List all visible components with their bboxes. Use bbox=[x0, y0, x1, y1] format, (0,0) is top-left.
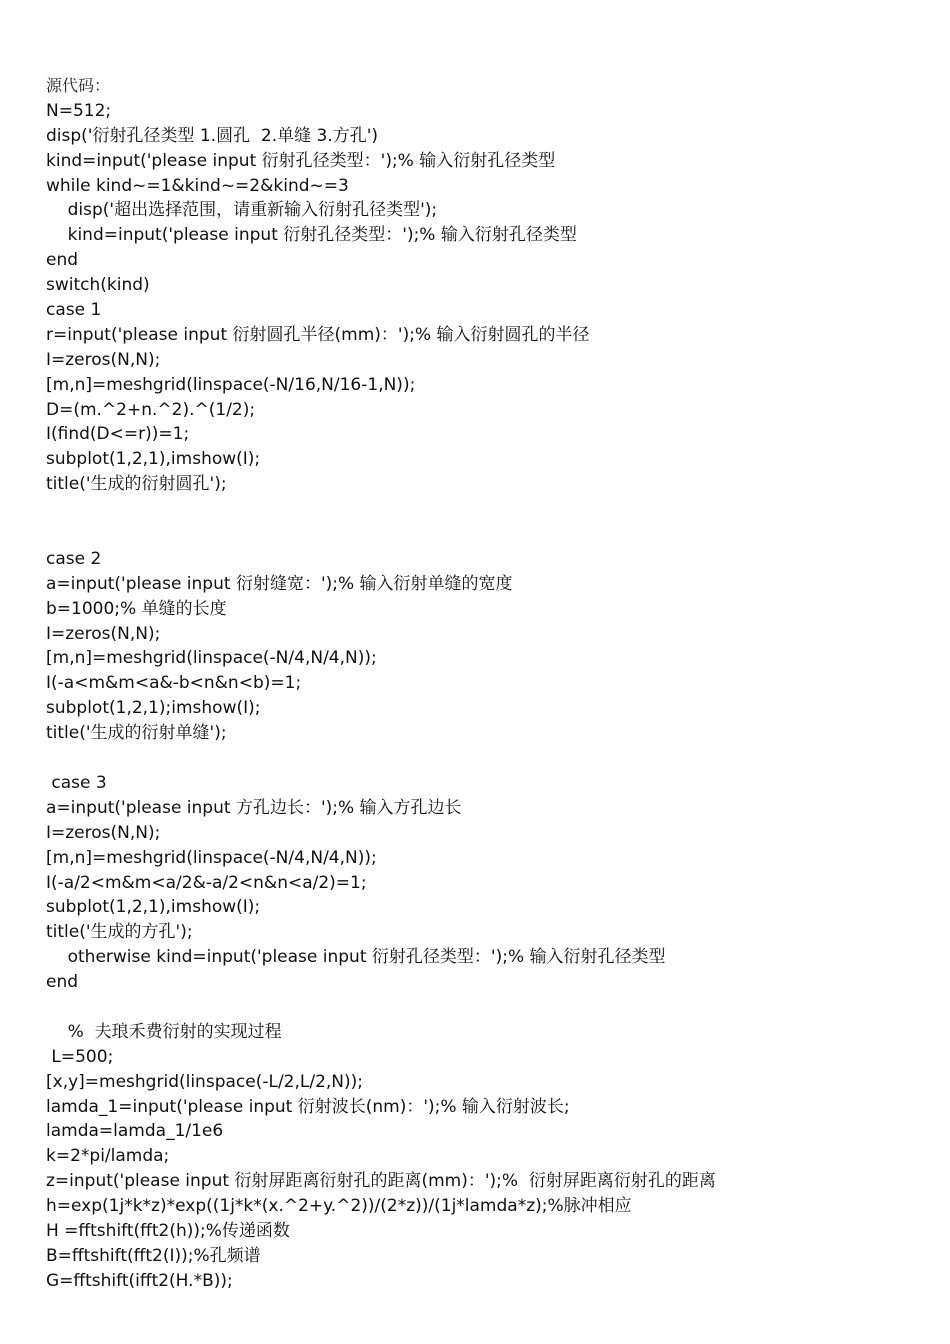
code-line: L=500; bbox=[46, 1046, 114, 1067]
source-code-block bbox=[46, 74, 926, 1294]
code-line: [m,n]=meshgrid(linspace(-N/16,N/16-1,N)); bbox=[46, 374, 416, 395]
code-line: k=2*pi/lamda; bbox=[46, 1146, 170, 1167]
code-line bbox=[46, 746, 926, 771]
code-line: [x,y]=meshgrid(linspace(-L/2,L/2,N)); bbox=[46, 1071, 364, 1092]
code-line: I(find(D<=r))=1; bbox=[46, 424, 190, 445]
code-line: I(-a<m&m<a&-b<n&n<b)=1; bbox=[46, 673, 302, 694]
code-line: otherwise kind=input('please input 衍射孔径类型：');% 输入衍射孔径类型 bbox=[46, 947, 666, 968]
code-line: a=input('please input 方孔边长：');% 输入方孔边长 bbox=[46, 797, 462, 818]
code-line: r=input('please input 衍射圆孔半径(mm)：');% 输入衍射圆孔的半径 bbox=[46, 324, 590, 345]
code-line: h=exp(1j*k*z)*exp((1j*k*(x.^2+y.^2))/(2*z))/(1j*lamda*z);%脉冲相应 bbox=[46, 1196, 632, 1217]
code-line: I(-a/2<m&m<a/2&-a/2<n&n<a/2)=1; bbox=[46, 872, 367, 893]
code-line: [m,n]=meshgrid(linspace(-N/4,N/4,N)); bbox=[46, 847, 377, 868]
code-line: a=input('please input 衍射缝宽：');% 输入衍射单缝的宽度 bbox=[46, 573, 513, 594]
code-line: z=input('please input 衍射屏距离衍射孔的距离(mm)：');% 衍射屏距离衍射孔的距离 bbox=[46, 1171, 716, 1192]
code-line: title('生成的衍射单缝'); bbox=[46, 723, 227, 744]
code-line: title('生成的衍射圆孔'); bbox=[46, 474, 227, 495]
code-line: subplot(1,2,1);imshow(I); bbox=[46, 698, 261, 719]
code-line: I=zeros(N,N); bbox=[46, 349, 161, 370]
code-line: N=512; bbox=[46, 100, 112, 121]
code-line: I=zeros(N,N); bbox=[46, 822, 161, 843]
source-code-heading: 源代码： bbox=[46, 76, 111, 95]
code-line: case 1 bbox=[46, 300, 102, 321]
code-line: case 2 bbox=[46, 548, 102, 569]
code-line: switch(kind) bbox=[46, 275, 150, 296]
code-line: B=fftshift(fft2(I));%孔频谱 bbox=[46, 1245, 261, 1266]
code-line: subplot(1,2,1),imshow(I); bbox=[46, 449, 261, 470]
code-line bbox=[46, 995, 926, 1020]
code-line: lamda_1=input('please input 衍射波长(nm)：');% 输入衍射波长; bbox=[46, 1096, 570, 1117]
code-line: case 3 bbox=[46, 772, 107, 793]
code-line bbox=[46, 497, 926, 522]
code-line: end bbox=[46, 250, 79, 271]
code-line: I=zeros(N,N); bbox=[46, 623, 161, 644]
code-line: title('生成的方孔'); bbox=[46, 922, 193, 943]
code-line: [m,n]=meshgrid(linspace(-N/4,N/4,N)); bbox=[46, 648, 377, 669]
code-line: kind=input('please input 衍射孔径类型：');% 输入衍射孔径类型 bbox=[46, 150, 556, 171]
code-line: G=fftshift(ifft2(H.*B)); bbox=[46, 1270, 233, 1291]
code-line: kind=input('please input 衍射孔径类型：');% 输入衍射孔径类型 bbox=[46, 225, 577, 246]
code-line: % 夫琅禾费衍射的实现过程 bbox=[46, 1021, 282, 1042]
code-line: b=1000;% 单缝的长度 bbox=[46, 598, 227, 619]
code-line: disp('衍射孔径类型 1.圆孔 2.单缝 3.方孔') bbox=[46, 125, 379, 146]
code-line: H =fftshift(fft2(h));%传递函数 bbox=[46, 1220, 290, 1241]
code-line: end bbox=[46, 972, 79, 993]
code-line: D=(m.^2+n.^2).^(1/2); bbox=[46, 399, 256, 420]
code-line: while kind~=1&kind~=2&kind~=3 bbox=[46, 175, 349, 196]
code-line: subplot(1,2,1),imshow(I); bbox=[46, 897, 261, 918]
code-line: lamda=lamda_1/1e6 bbox=[46, 1121, 224, 1142]
code-line: disp('超出选择范围，请重新输入衍射孔径类型'); bbox=[46, 200, 438, 221]
code-line bbox=[46, 522, 926, 547]
